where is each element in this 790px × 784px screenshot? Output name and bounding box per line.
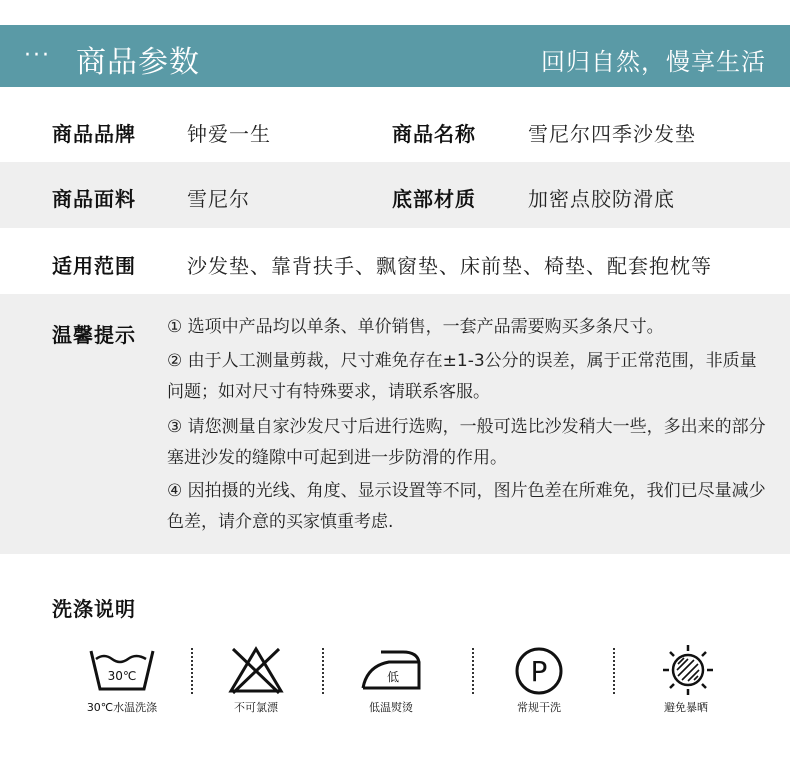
- tip-item: ④ 因拍摄的光线、角度、显示设置等不同，图片色差在所难免，我们已尽量减少色差，请介意的买家慎重考虑.: [167, 481, 766, 532]
- header-banner: [0, 25, 790, 87]
- tip-item: ③ 请您测量自家沙发尺寸后进行选购，一般可选比沙发稍大一些，多出来的部分塞进沙发的缝隙中可起到进一步防滑的作用。: [167, 417, 766, 468]
- brand-value: 钟爱一生: [187, 122, 271, 146]
- param-row-brand: [0, 100, 790, 162]
- bottom-label: 底部材质: [392, 187, 476, 211]
- dry-clean-label: 常规干洗: [517, 701, 561, 714]
- dry-clean-mark: P: [530, 655, 548, 688]
- no-bleach-icon: [227, 645, 285, 695]
- iron-label: 低温熨烫: [369, 701, 413, 714]
- divider: [191, 648, 193, 694]
- brand-label: 商品品牌: [52, 122, 136, 146]
- scope-value: 沙发垫、靠背扶手、飘窗垫、床前垫、椅垫、配套抱枕等: [187, 254, 712, 278]
- iron-mark-text: 低: [386, 670, 400, 684]
- divider: [322, 648, 324, 694]
- divider: [472, 648, 474, 694]
- fabric-value: 雪尼尔: [187, 187, 250, 211]
- wash-label: 30℃水温洗涤: [86, 701, 158, 714]
- fabric-label: 商品面料: [52, 187, 136, 211]
- name-label: 商品名称: [392, 122, 476, 146]
- name-value: 雪尼尔四季沙发垫: [528, 122, 696, 146]
- iron-icon: [359, 648, 423, 694]
- tip-item: ② 由于人工测量剪裁，尺寸难免存在±1-3公分的误差，属于正常范围，非质量问题；如对尺寸有特殊要求，请联系客服。: [167, 351, 757, 402]
- no-bleach-label: 不可氯漂: [234, 701, 278, 714]
- scope-label: 适用范围: [52, 254, 136, 278]
- divider: [613, 648, 615, 694]
- washing-title: 洗涤说明: [52, 597, 136, 621]
- no-sun-icon: [660, 642, 716, 698]
- tip-item: ① 选项中产品均以单条、单价销售，一套产品需要购买多条尺寸。: [167, 317, 664, 337]
- header-slogan: 回归自然，慢享生活: [541, 48, 766, 76]
- header-dots: ···: [24, 43, 51, 68]
- tips-label: 温馨提示: [52, 323, 136, 347]
- no-sun-label: 避免暴晒: [664, 701, 708, 714]
- wash-temp-text: 30℃: [107, 669, 137, 683]
- page-title: 商品参数: [76, 45, 200, 80]
- param-row-fabric: [0, 162, 790, 228]
- param-row-scope: [0, 228, 790, 294]
- bottom-value: 加密点胶防滑底: [528, 187, 675, 211]
- wash-tub-icon: [88, 645, 156, 695]
- dry-clean-icon: [514, 646, 564, 696]
